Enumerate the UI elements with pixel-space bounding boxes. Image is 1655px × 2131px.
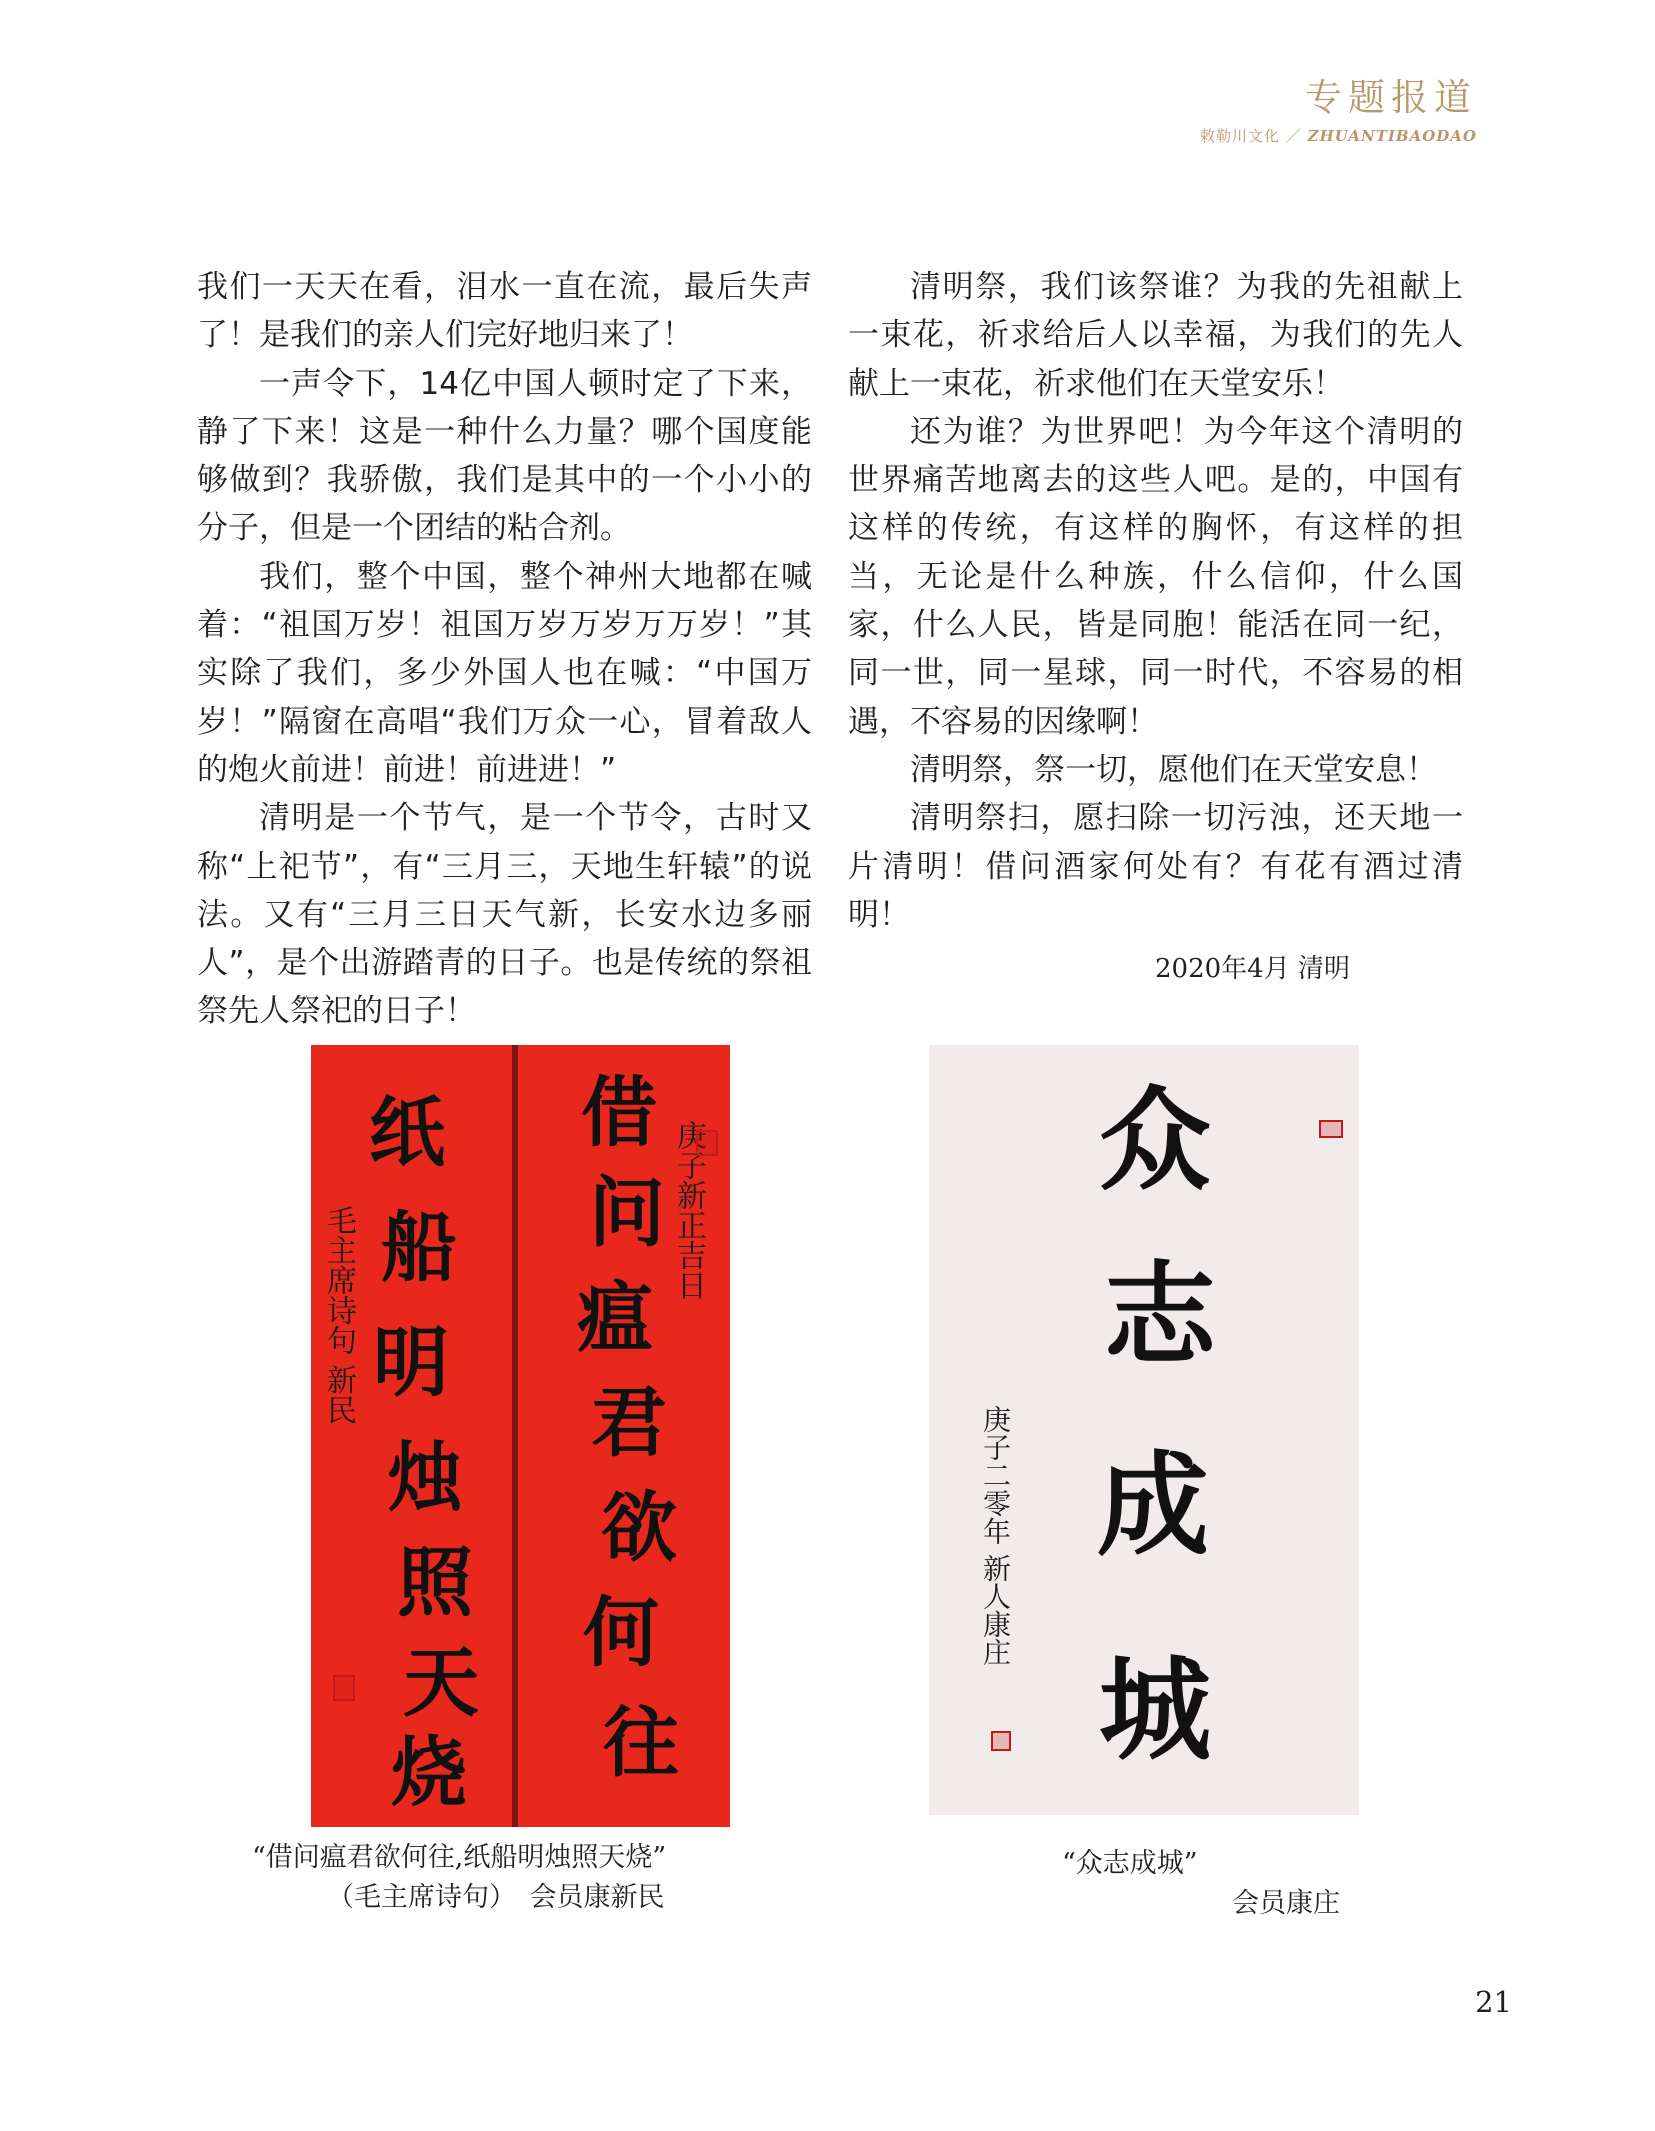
paragraph: 清明祭扫，愿扫除一切污浊，还天地一片清明！借问酒家何处有？有花有酒过清明！ [848,800,1463,933]
subtitle-separator: ／ [1285,126,1302,145]
calligraphy-date-inscription: 庚子新正吉日 [671,1120,706,1300]
red-seal [696,1130,718,1156]
calligraphy-inscription: 庚子二零年 新人康庄 [979,1405,1012,1666]
paragraph: 我们一天天在看，泪水一直在流，最后失声了！是我们的亲人们完好地归来了！ [197,269,812,354]
calligraphy-character: 何 [583,1588,659,1677]
calligraphy-character: 借 [581,1068,657,1157]
section-subtitle [1200,125,1477,146]
right-text-column [848,263,1463,993]
caption-left-credit: （毛主席诗句） 会员康新民 [327,1882,665,1913]
calligraphy-character: 志 [1104,1250,1216,1381]
left-text-column [197,263,812,1036]
calligraphy-character: 烛 [387,1433,463,1522]
red-seal [991,1731,1011,1751]
calligraphy-character: 船 [381,1203,457,1292]
caption-left-title: “借问瘟君欲何往,纸船明烛照天烧” [252,1842,667,1873]
couplet-calligraphy-image [311,1045,730,1827]
calligraphy-character: 问 [589,1168,665,1257]
calligraphy-character: 照 [397,1538,473,1627]
section-header [1200,78,1477,146]
paragraph: 我们，整个中国，整个神州大地都在喊着：“祖国万岁！祖国万岁万岁万万岁！”其实除了我们，多少外国人也在喊：“中国万岁！”隔窗在高唱“我们万众一心，冒着敌人的炮火前进！前进！前进进！” [197,558,812,788]
calligraphy-attribution-inscription: 毛主席诗句 新民 [321,1205,356,1425]
calligraphy-character: 成 [1097,1440,1209,1571]
calligraphy-character: 君 [591,1378,667,1467]
magazine-name: 敕勒川文化 [1200,126,1281,145]
zhongzhichengcheng-calligraphy-image [929,1045,1359,1815]
calligraphy-character: 瘟 [577,1273,653,1362]
red-seal [333,1675,355,1701]
calligraphy-character: 纸 [369,1088,445,1177]
section-title: 专题报道 [1305,76,1477,119]
calligraphy-character: 烧 [391,1728,467,1817]
calligraphy-character: 往 [603,1698,679,1787]
paragraph: 清明祭，我们该祭谁？为我的先祖献上一束花，祈求给后人以幸福，为我们的先人献上一束花，祈求他们在天堂安乐！ [848,269,1463,402]
calligraphy-character: 明 [373,1318,449,1407]
paragraph: 还为谁？为世界吧！为今年这个清明的世界痛苦地离去的这些人吧。是的，中国有这样的传统，有这样的胸怀，有这样的担当，无论是什么种族，什么信仰，什么国家，什么人民，皆是同胞！能活在同一纪，同一世，同一星球，同一时代，不容易的相遇，不容易的因缘啊！ [848,413,1463,740]
date-signature: 2020年4月 清明 [1155,954,1350,985]
calligraphy-character: 欲 [601,1483,677,1572]
calligraphy-character: 众 [1099,1075,1211,1206]
paragraph: 清明祭，祭一切，愿他们在天堂安息！ [910,751,1437,788]
calligraphy-character: 城 [1099,1645,1211,1776]
page-number: 21 [1475,1985,1512,2019]
caption-right-title: “众志成城” [1062,1848,1198,1879]
paragraph: 一声令下，14亿中国人顿时定了下来，静了下来！这是一种什么力量？哪个国度能够做到？我骄傲，我们是其中的一个小小的分子，但是一个团结的粘合剂。 [197,365,812,547]
red-seal [1319,1120,1343,1138]
calligraphy-character: 天 [403,1638,479,1727]
couplet-divider [512,1045,518,1827]
caption-right-credit: 会员康庄 [1232,1888,1340,1919]
paragraph: 清明是一个节气，是一个节令，古时又称“上祀节”，有“三月三，天地生轩辕”的说法。又有“三月三日天气新，长安水边多丽人”，是个出游踏青的日子。也是传统的祭祖祭先人祭祀的日子！ [197,800,812,1030]
section-pinyin: ZHUANTIBAODAO [1307,126,1477,145]
